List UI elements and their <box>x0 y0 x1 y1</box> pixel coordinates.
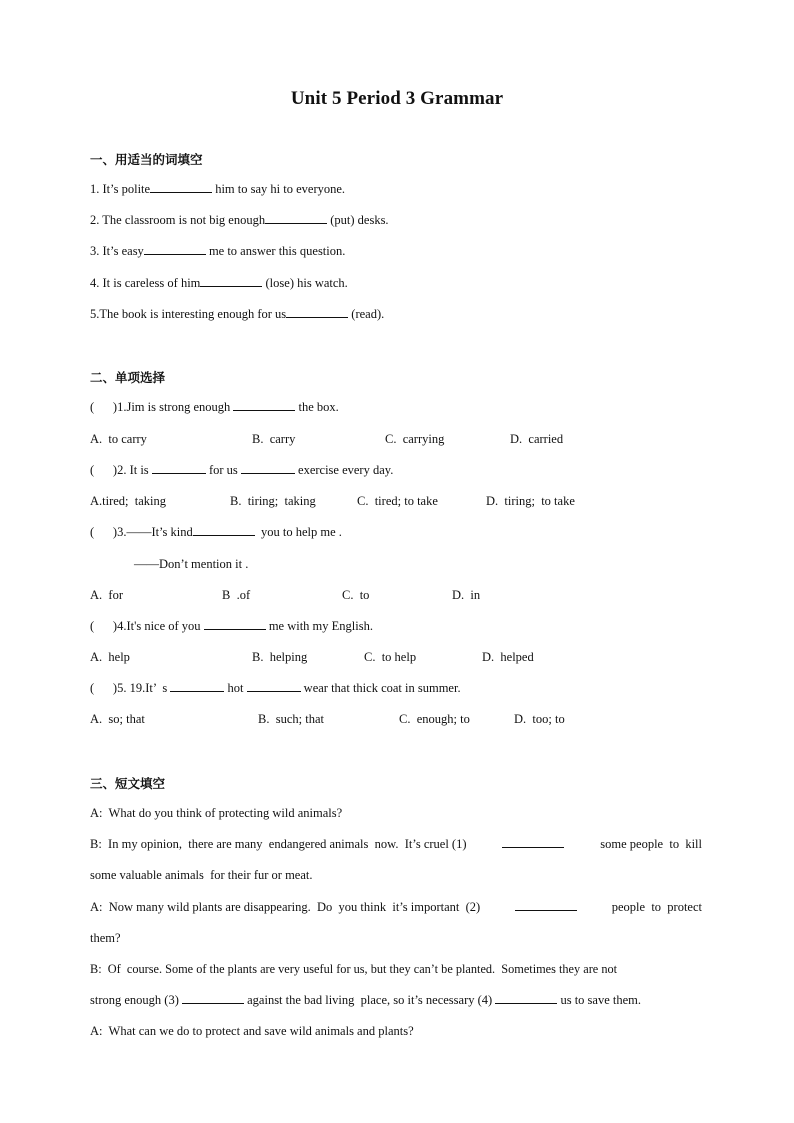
answer-blank[interactable] <box>502 836 564 848</box>
fill-item-2: 2. The classroom is not big enough (put) desks. <box>90 213 389 227</box>
dialogue-line-1: A: What do you think of protecting wild animals? <box>90 806 343 820</box>
question-4-stem: ( )4.It's nice of you me with my English. <box>90 619 373 633</box>
answer-blank[interactable] <box>200 275 262 287</box>
fill-item-1: 1. It’s polite him to say hi to everyone. <box>90 182 346 196</box>
dialogue-line-3: some valuable animals for their fur or meat. <box>90 868 313 882</box>
question-5-stem: ( )5. 19.It’ s hot wear that thick coat in summer. <box>90 681 461 695</box>
q1-option-c[interactable]: C. carrying <box>385 432 445 446</box>
q5-option-d[interactable]: D. too; to <box>514 712 565 726</box>
answer-blank[interactable] <box>515 899 577 911</box>
q3-option-a[interactable]: A. for <box>90 588 123 602</box>
dialogue-line-6: B: Of course. Some of the plants are very useful for us, but they can’t be planted. Sometimes they are not <box>90 962 618 976</box>
answer-blank[interactable] <box>247 680 301 692</box>
q4-option-c[interactable]: C. to help <box>364 650 417 664</box>
question-3-reply: ——Don’t mention it . <box>134 557 249 571</box>
fill-item-3: 3. It’s easy me to answer this question. <box>90 244 346 258</box>
page-title: Unit 5 Period 3 Grammar <box>290 88 504 109</box>
q2-option-b[interactable]: B. tiring; taking <box>230 494 316 508</box>
fill-item-4: 4. It is careless of him (lose) his watch. <box>90 276 348 290</box>
dialogue-line-4: A: Now many wild plants are disappearing. Do you think it’s important (2) people to protect <box>90 900 702 914</box>
fill-item-5: 5.The book is interesting enough for us (read). <box>90 307 385 321</box>
q2-option-d[interactable]: D. tiring; to take <box>486 494 575 508</box>
answer-blank[interactable] <box>265 212 327 224</box>
dialogue-line-8: A: What can we do to protect and save wild animals and plants? <box>90 1024 414 1038</box>
answer-blank[interactable] <box>241 462 295 474</box>
q4-option-b[interactable]: B. helping <box>252 650 308 664</box>
question-1-stem: ( )1.Jim is strong enough the box. <box>90 400 339 414</box>
q5-option-c[interactable]: C. enough; to <box>399 712 470 726</box>
dialogue-line-2: B: In my opinion, there are many endangered animals now. It’s cruel (1) some people to kill <box>90 837 702 851</box>
answer-blank[interactable] <box>170 680 224 692</box>
q3-option-c[interactable]: C. to <box>342 588 370 602</box>
dialogue-line-7: strong enough (3) against the bad living place, so it’s necessary (4) us to save them. <box>90 993 641 1007</box>
dialogue-line-5: them? <box>90 931 121 945</box>
q4-option-a[interactable]: A. help <box>90 650 130 664</box>
q5-option-a[interactable]: A. so; that <box>90 712 145 726</box>
q5-option-b[interactable]: B. such; that <box>258 712 324 726</box>
q2-option-a[interactable]: A.tired; taking <box>90 494 167 508</box>
answer-blank[interactable] <box>150 181 212 193</box>
answer-blank[interactable] <box>182 992 244 1004</box>
q1-option-d[interactable]: D. carried <box>510 432 564 446</box>
section-2-heading: 二、单项选择 <box>90 370 166 385</box>
answer-blank[interactable] <box>286 306 348 318</box>
answer-blank[interactable] <box>204 618 266 630</box>
q2-option-c[interactable]: C. tired; to take <box>357 494 438 508</box>
q4-option-d[interactable]: D. helped <box>482 650 534 664</box>
answer-blank[interactable] <box>193 524 255 536</box>
question-2-stem: ( )2. It is for us exercise every day. <box>90 463 394 477</box>
question-3-stem: ( )3.——It’s kind you to help me . <box>90 525 342 539</box>
answer-blank[interactable] <box>152 462 206 474</box>
q3-option-d[interactable]: D. in <box>452 588 481 602</box>
q1-option-a[interactable]: A. to carry <box>90 432 147 446</box>
section-1-heading: 一、用适当的词填空 <box>90 152 203 167</box>
answer-blank[interactable] <box>144 243 206 255</box>
answer-blank[interactable] <box>233 399 295 411</box>
answer-blank[interactable] <box>495 992 557 1004</box>
q3-option-b[interactable]: B .of <box>222 588 251 602</box>
q1-option-b[interactable]: B. carry <box>252 432 296 446</box>
section-3-heading: 三、短文填空 <box>90 776 166 791</box>
